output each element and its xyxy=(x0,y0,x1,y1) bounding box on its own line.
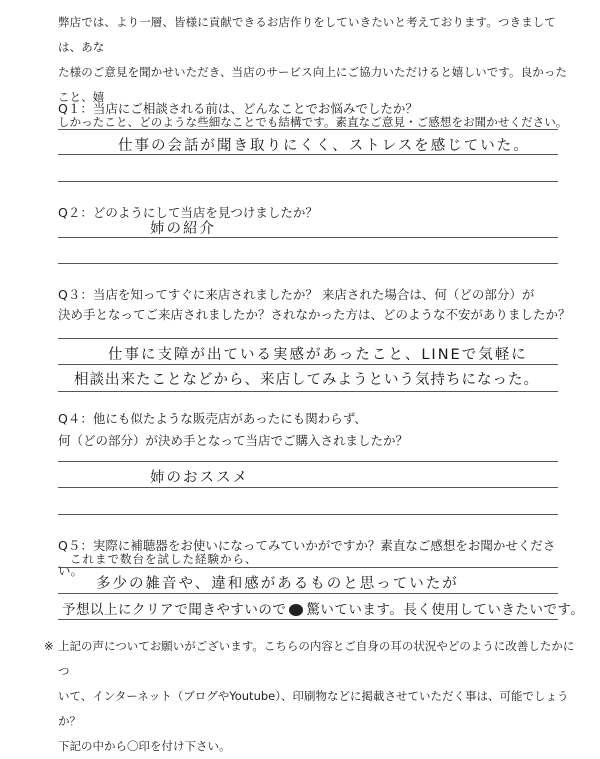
answer-rule xyxy=(58,487,558,488)
question-3-line-2: 決め手となってご来店されましたか？されなかった方は、どのような不安がありましたか？ xyxy=(58,307,571,322)
answer-rule xyxy=(58,593,558,594)
note-line: いて、インターネット（ブログやYoutube）、印刷物などに掲載させていただく事は、可能でしょうか？ xyxy=(58,689,569,728)
answer-5-line-2a: 予想以上にクリアで聞きやすいので xyxy=(62,602,287,618)
intro-line: 弊店では、より一層、皆様に貢献できるお店作りをしていきたいと考えております。つきましては、あな xyxy=(58,15,556,54)
answer-4: 姉のおススメ xyxy=(150,470,249,486)
answer-1: 仕事の会話が聞き取りにくく、ストレスを感じていた。 xyxy=(118,138,530,154)
note-mark: ※ xyxy=(44,639,54,653)
answer-5-line-2 xyxy=(62,598,584,618)
note-line: 上記の声についてお願いがございます。こちらの内容とご自身の耳の状況やどのように改善したかにつ xyxy=(58,639,575,678)
answer-3-line-2: 相談出来たことなどから、来店してみようという気持ちになった。 xyxy=(74,372,539,388)
answer-rule xyxy=(58,263,558,264)
intro-line: た様のご意見を聞かせいただき、当店のサービス向上にご協力いただけると嬉しいです。良かったこと、嬉 xyxy=(58,65,568,104)
answer-rule xyxy=(58,129,558,130)
answer-rule xyxy=(58,514,558,515)
answer-rule xyxy=(58,364,558,365)
question-2: Q２：どのようにして当店を見つけましたか？ xyxy=(58,205,318,220)
answer-5-line-2b: 驚いています。長く使用していきたいです。 xyxy=(306,602,585,618)
question-4-line-2: 何（どの部分）が決め手となって当店でご購入されましたか？ xyxy=(58,433,409,448)
answer-rule xyxy=(58,237,558,238)
answer-5-line-1: 多少の雑音や、違和感があるものと思っていたが xyxy=(96,576,459,592)
answer-2: 姉の紹介 xyxy=(150,221,216,237)
answer-rule xyxy=(58,619,558,620)
answer-rule xyxy=(58,391,558,392)
question-5: Q５：実際に補聴器をお使いになってみていかがですか？素直なご感想をお聞かせください。 xyxy=(58,538,556,578)
question-4-line-1: Q４：他にも似たような販売店があったにも関わらず、 xyxy=(58,411,367,426)
consent-note xyxy=(44,634,578,759)
answer-rule xyxy=(58,181,558,182)
answer-rule xyxy=(58,338,558,339)
answer-5-line-0: これまで数台を試した経験から、 xyxy=(70,552,258,566)
answer-3-line-1: 仕事に支障が出ている実感があったこと、LINEで気軽に xyxy=(108,347,528,363)
answer-rule xyxy=(58,154,558,155)
note-line: 下記の中から〇印を付け下さい。 xyxy=(58,739,231,753)
question-1: Q１：当店にご相談される前は、どんなことでお悩みでしたか？ xyxy=(58,101,418,116)
question-3-line-1: Q３：当店を知ってすぐに来店されましたか？ 来店された場合は、何（どの部分）が xyxy=(58,287,535,302)
intro-line: しかったこと、どのような些細なことでも結構です。素直なご意見・ご感想をお聞かせください。 xyxy=(58,115,568,129)
answer-rule xyxy=(58,567,558,568)
answer-rule xyxy=(58,461,558,462)
scribble-mark xyxy=(289,604,303,616)
